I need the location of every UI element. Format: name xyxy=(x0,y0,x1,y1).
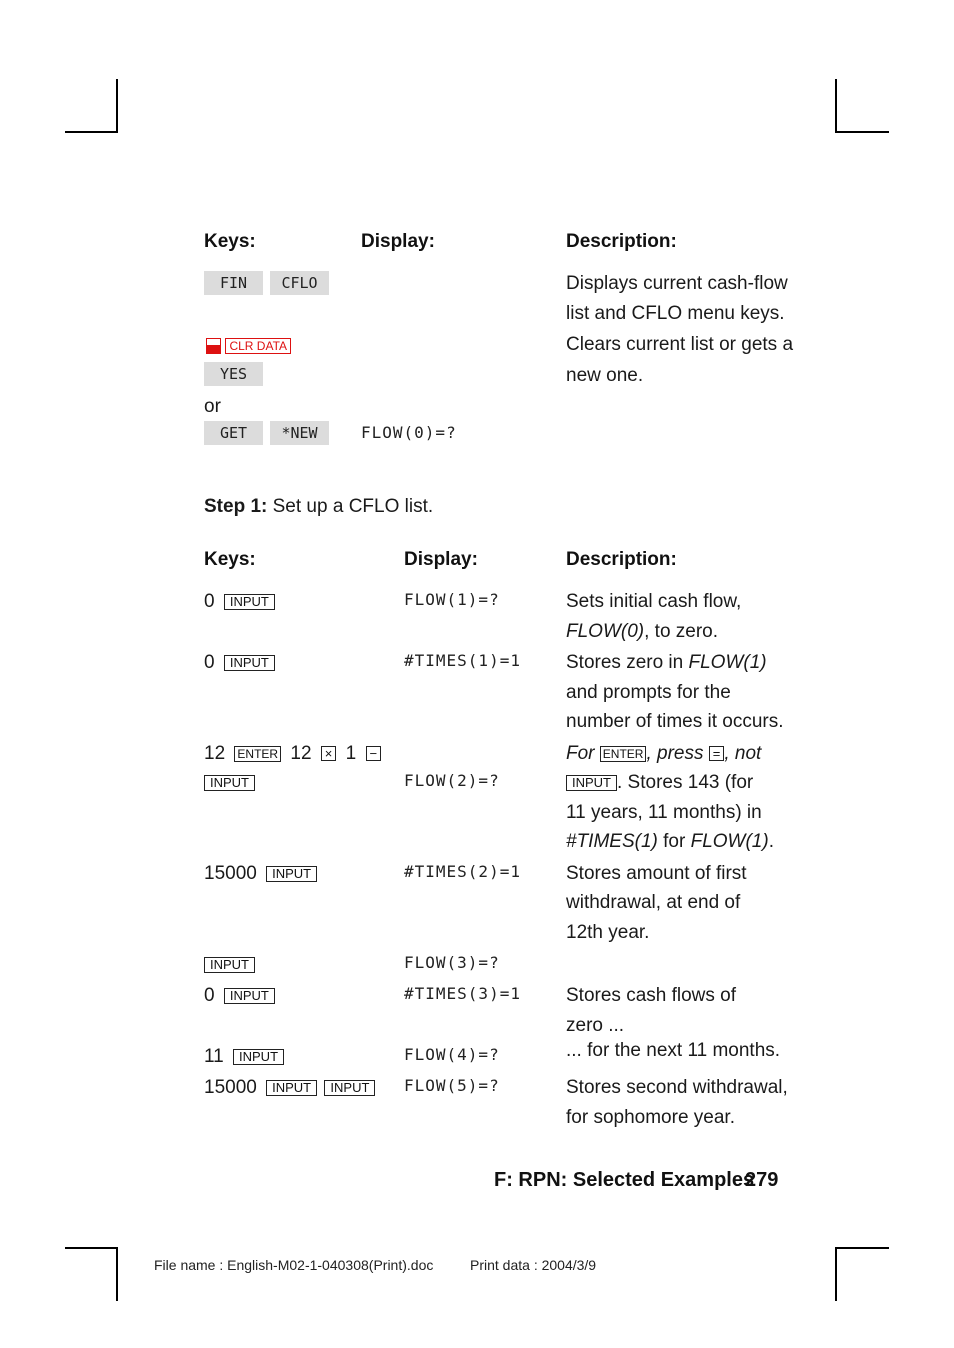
number-entry: 1 xyxy=(345,743,357,764)
desc-line xyxy=(566,768,753,798)
crop-mark-top-right-v xyxy=(835,79,837,133)
desc-line xyxy=(566,827,774,857)
shift-key-icon xyxy=(206,338,221,354)
cflo-menu-key: CFLO xyxy=(270,271,329,295)
minus-key: − xyxy=(366,746,382,761)
step-label: Step 1: xyxy=(204,496,268,517)
display-flow0: FLOW(0)=? xyxy=(361,423,457,442)
input-key: INPUT xyxy=(224,655,275,671)
keys-row-6 xyxy=(204,950,255,980)
desc-italic: , not xyxy=(724,743,762,764)
desc-italic: For xyxy=(566,743,600,764)
desc-italic: FLOW(0) xyxy=(566,621,645,642)
desc-line: number of times it occurs. xyxy=(566,711,784,732)
desc-line: and prompts for the xyxy=(566,682,731,703)
input-key: INPUT xyxy=(204,957,255,973)
input-key: INPUT xyxy=(324,1080,375,1096)
number-entry: 12 xyxy=(290,743,312,764)
desc-line: Clears current list or gets a xyxy=(566,334,794,355)
crop-mark-top-right-h xyxy=(835,131,889,133)
equals-key: = xyxy=(709,746,725,761)
desc-line: list and CFLO menu keys. xyxy=(566,303,785,324)
keys-row-4 xyxy=(204,768,255,798)
step-heading xyxy=(204,492,433,522)
input-key: INPUT xyxy=(224,988,275,1004)
file-name: File name : English-M02-1-040308(Print).doc xyxy=(154,1257,434,1273)
desc-line: ... for the next 11 months. xyxy=(566,1040,781,1061)
desc-line: Stores second withdrawal, xyxy=(566,1077,788,1098)
display-r9: FLOW(5)=? xyxy=(404,1076,500,1095)
desc-italic: FLOW(1) xyxy=(688,652,767,673)
desc-text: for xyxy=(657,831,691,852)
description-header: Description: xyxy=(566,549,677,570)
enter-key: ENTER xyxy=(600,746,647,762)
desc-line: Sets initial cash flow, xyxy=(566,591,742,612)
fin-menu-key: FIN xyxy=(204,271,263,295)
desc-line xyxy=(566,739,761,769)
desc-text: . xyxy=(768,831,774,852)
keys-row-1 xyxy=(204,587,275,617)
keys-header: Keys: xyxy=(204,231,256,252)
multiply-key: × xyxy=(321,746,337,761)
desc-line xyxy=(566,648,767,678)
number-entry: 11 xyxy=(204,1046,224,1067)
input-key: INPUT xyxy=(224,594,275,610)
input-key: INPUT xyxy=(204,775,255,791)
keys-header: Keys: xyxy=(204,549,256,570)
desc-line: 12th year. xyxy=(566,922,650,943)
crop-mark-bottom-right-h xyxy=(835,1247,889,1249)
crop-mark-bottom-right-v xyxy=(835,1247,837,1301)
keys-row-9 xyxy=(204,1073,375,1103)
print-date: Print data : 2004/3/9 xyxy=(470,1257,597,1273)
crop-mark-top-left-h xyxy=(65,131,118,133)
display-r8: FLOW(4)=? xyxy=(404,1045,500,1064)
desc-italic: , press xyxy=(646,743,709,764)
display-r6: FLOW(3)=? xyxy=(404,953,500,972)
number-entry: 0 xyxy=(204,591,215,612)
keys-row-2 xyxy=(204,648,275,678)
input-key: INPUT xyxy=(266,1080,317,1096)
desc-italic: FLOW(1) xyxy=(690,831,769,852)
number-entry: 0 xyxy=(204,652,215,673)
yes-menu-key: YES xyxy=(204,362,263,386)
desc-text: . Stores 143 (for xyxy=(617,772,754,793)
number-entry: 15000 xyxy=(204,1077,257,1098)
desc-line: for sophomore year. xyxy=(566,1107,735,1128)
desc-text: Stores zero in xyxy=(566,652,689,673)
desc-line: Stores cash flows of xyxy=(566,985,737,1006)
desc-line: Stores amount of first xyxy=(566,863,747,884)
number-entry: 0 xyxy=(204,985,215,1006)
keys-row-3 xyxy=(204,739,381,769)
desc-text: , to zero. xyxy=(644,621,719,642)
crop-mark-bottom-left-v xyxy=(116,1247,118,1301)
keys-row-5 xyxy=(204,859,317,889)
description-header: Description: xyxy=(566,231,677,252)
crop-mark-bottom-left-h xyxy=(65,1247,118,1249)
input-key: INPUT xyxy=(233,1049,284,1065)
keys-row-7 xyxy=(204,981,275,1011)
desc-line xyxy=(566,617,718,647)
desc-line: zero ... xyxy=(566,1015,625,1036)
get-menu-key: GET xyxy=(204,421,263,445)
desc-italic: #TIMES(1) xyxy=(566,831,658,852)
display-r2: #TIMES(1)=1 xyxy=(404,651,521,670)
clr-data-keystroke xyxy=(206,337,291,355)
keys-row-8 xyxy=(204,1042,284,1072)
number-entry: 12 xyxy=(204,743,226,764)
display-r4: FLOW(2)=? xyxy=(404,771,500,790)
desc-line: new one. xyxy=(566,365,644,386)
number-entry: 15000 xyxy=(204,863,257,884)
display-r7: #TIMES(3)=1 xyxy=(404,984,521,1003)
step-text: Set up a CFLO list. xyxy=(267,496,434,517)
display-header: Display: xyxy=(361,231,435,252)
crop-mark-top-left-v xyxy=(116,79,118,133)
desc-line: 11 years, 11 months) in xyxy=(566,802,762,823)
or-label: or xyxy=(204,396,221,417)
page-number: 279 xyxy=(745,1169,779,1191)
clr-data-key: CLR DATA xyxy=(225,338,291,354)
input-key: INPUT xyxy=(266,866,317,882)
desc-line: Displays current cash-flow xyxy=(566,273,788,294)
display-header: Display: xyxy=(404,549,478,570)
new-menu-key: *NEW xyxy=(270,421,329,445)
section-title: F: RPN: Selected Examples xyxy=(494,1169,755,1191)
display-r5: #TIMES(2)=1 xyxy=(404,862,521,881)
enter-key: ENTER xyxy=(234,746,281,762)
desc-line: withdrawal, at end of xyxy=(566,892,741,913)
input-key: INPUT xyxy=(566,775,617,791)
display-r1: FLOW(1)=? xyxy=(404,590,500,609)
